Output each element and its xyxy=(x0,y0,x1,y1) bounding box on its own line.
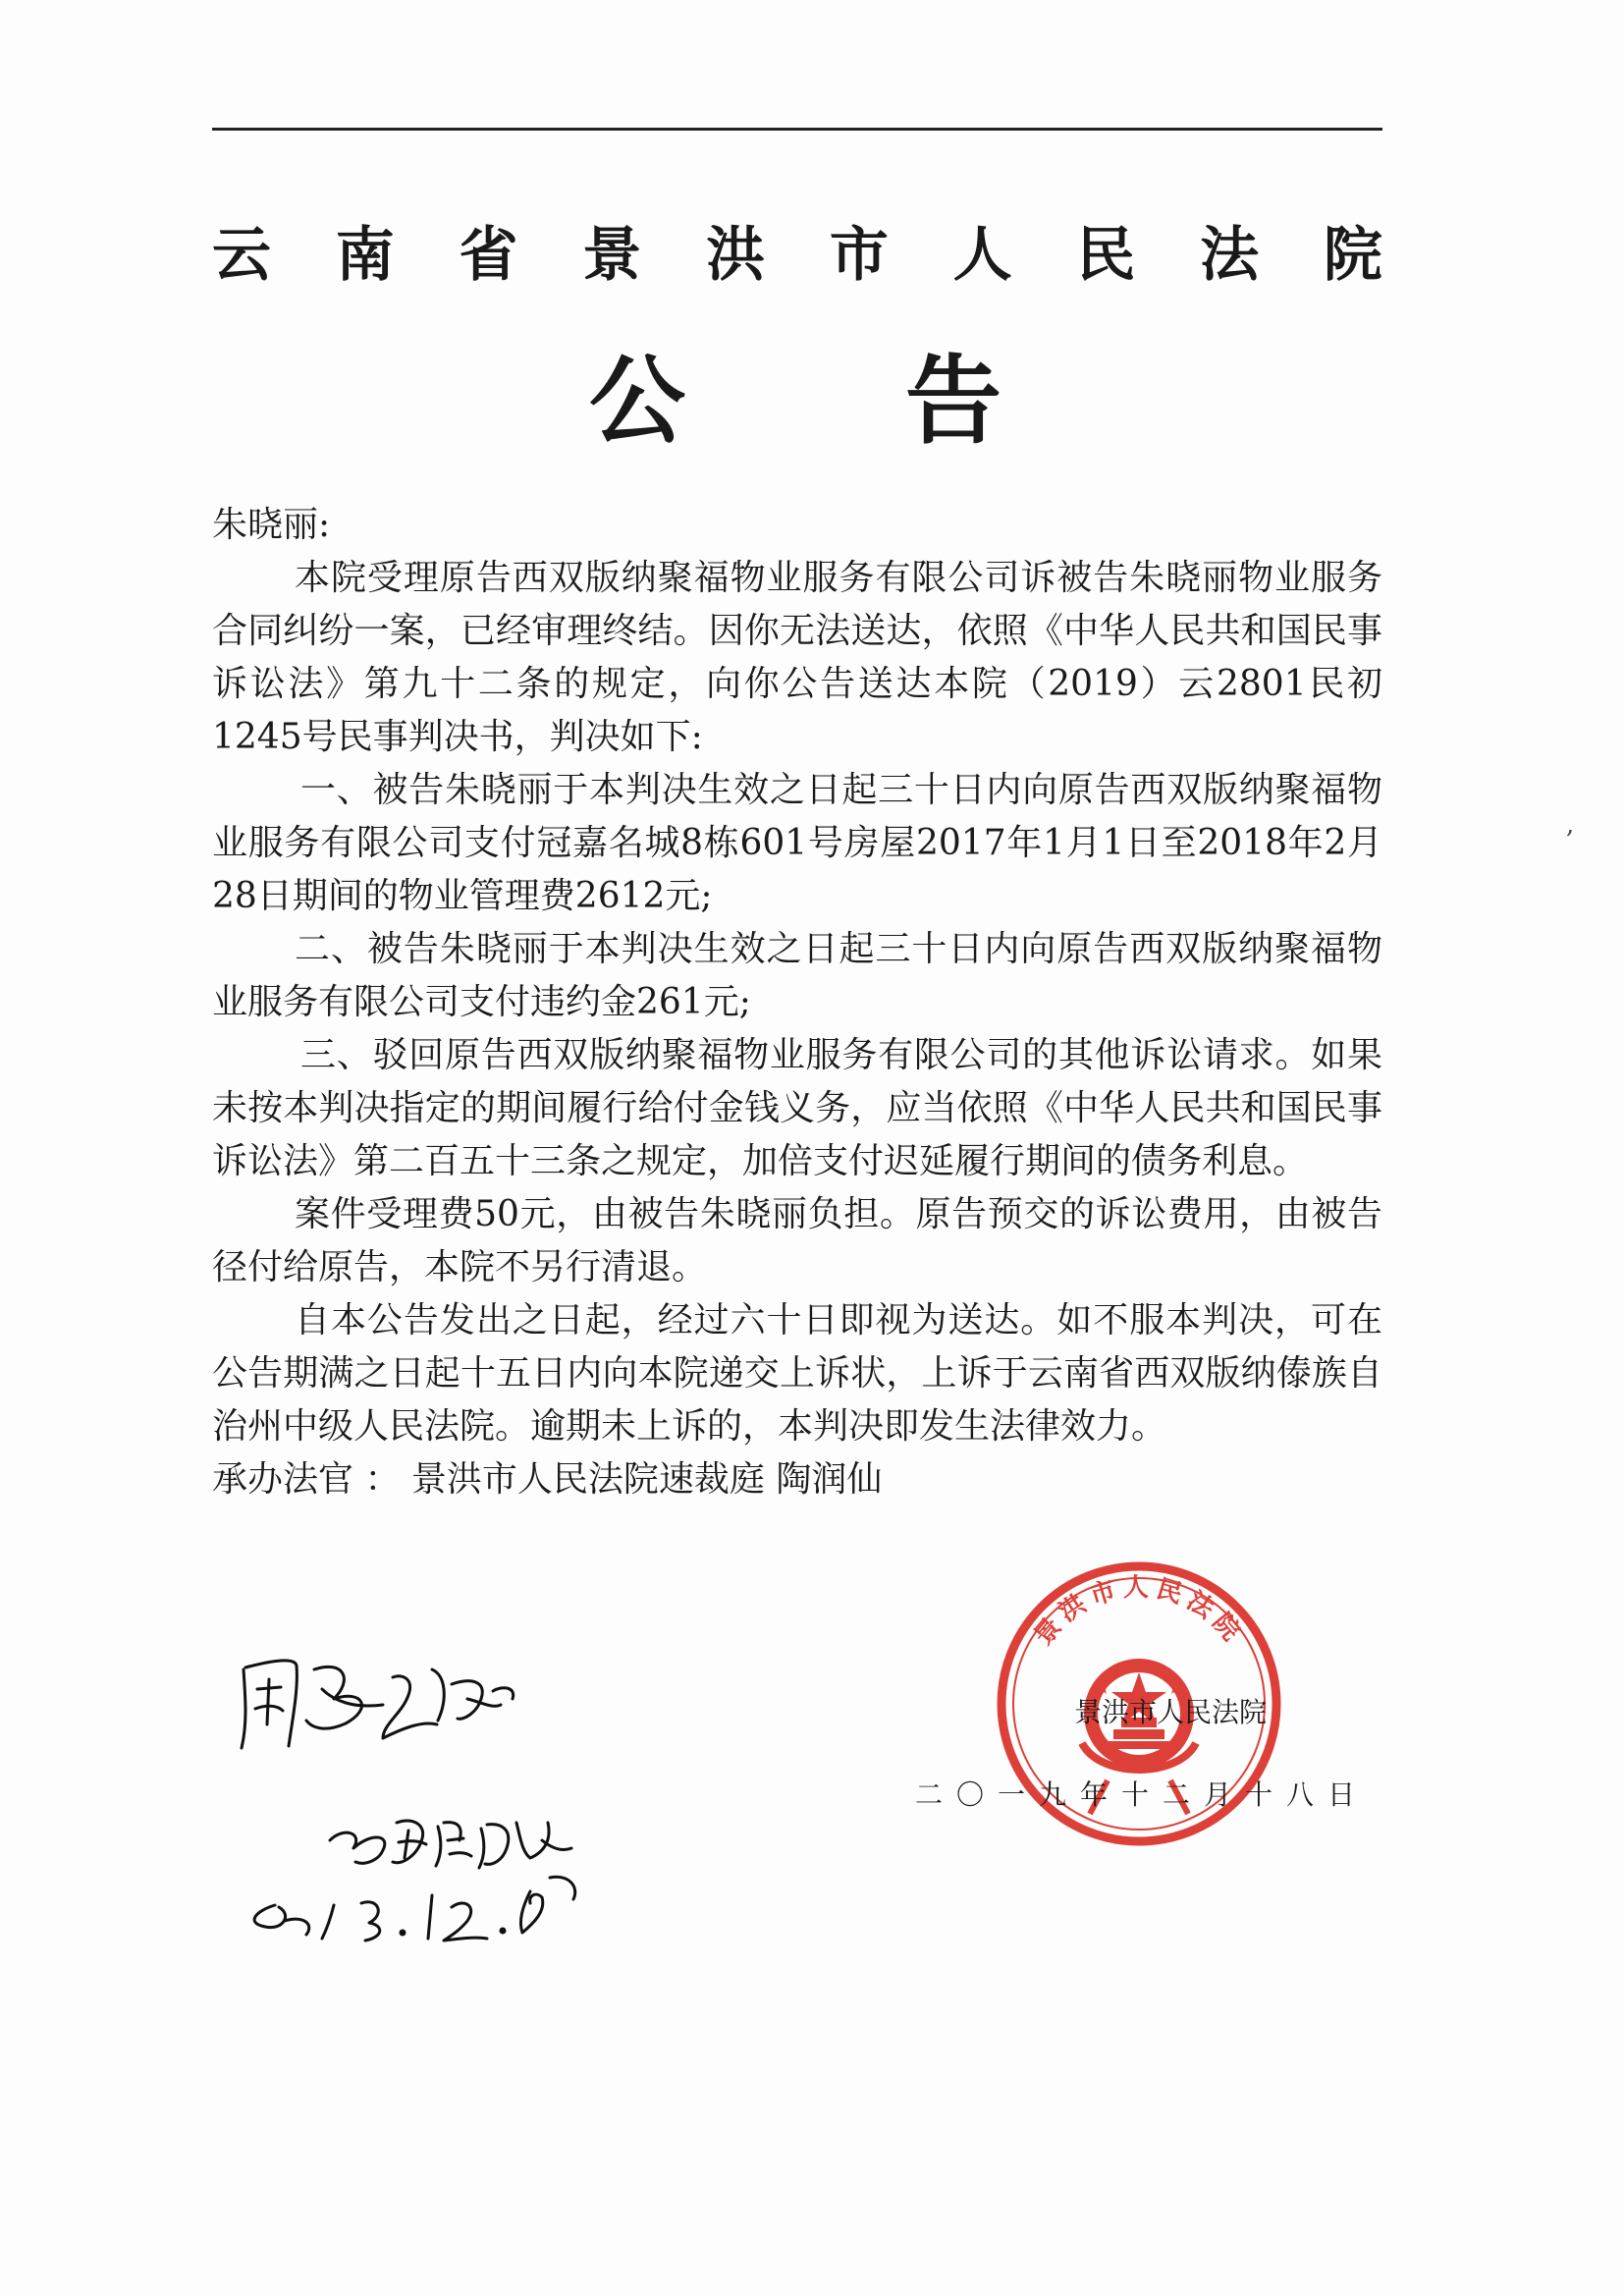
seal-text: 景洪市人民法院 xyxy=(1028,1573,1250,1652)
court-name xyxy=(212,206,1382,295)
court-name-char: 省 xyxy=(459,221,518,290)
salutation: 朱晓丽: xyxy=(212,505,331,545)
judgment-item-1: 一、被告朱晓丽于本判决生效之日起三十日内向原告西双版纳聚福物业服务有限公司支付冠嘉名城8栋601号房屋2017年1月1日至2018年2月28日期间的物业管理费2612元; xyxy=(212,770,1382,916)
issue-date: 二〇一九年十二月十八日 xyxy=(915,1778,1370,1811)
court-name-char: 云 xyxy=(212,221,271,290)
notice-title-char: 告 xyxy=(904,345,1001,458)
issuing-court: 景洪市人民法院 xyxy=(1074,1696,1268,1728)
court-fee-paragraph: 案件受理费50元，由被告朱晓丽负担。原告预交的诉讼费用，由被告径付给原告，本院不另行清退。 xyxy=(212,1194,1382,1287)
court-name-char: 南 xyxy=(335,221,395,290)
service-paragraph: 自本公告发出之日起，经过六十日即视为送达。如不服本判决，可在公告期满之日起十五日内向本院递交上诉状，上诉于云南省西双版纳傣族自治州中级人民法院。逾期未上诉的，本判决即发生法律效力。 xyxy=(212,1300,1382,1447)
court-name-char: 洪 xyxy=(706,221,766,290)
notice-title-char: 公 xyxy=(589,345,686,458)
judgment-item-3: 三、驳回原告西双版纳聚福物业服务有限公司的其他诉讼请求。如果未按本判决指定的期间履行给付金钱义务，应当依照《中华人民共和国民事诉讼法》第二百五十三条之规定，加倍支付迟延履行期间的债务利息。 xyxy=(212,1035,1382,1181)
judgment-item-2: 二、被告朱晓丽于本判决生效之日起三十日内向原告西双版纳聚福物业服务有限公司支付违约金261元; xyxy=(212,929,1382,1022)
court-name-char: 市 xyxy=(829,221,889,290)
court-name-char: 人 xyxy=(952,221,1012,290)
court-name-char: 景 xyxy=(582,221,642,290)
body-paragraph: 本院受理原告西双版纳聚福物业服务有限公司诉被告朱晓丽物业服务合同纠纷一案，已经审理终结。因你无法送达，依照《中华人民共和国民事诉讼法》第九十二条的规定，向你公告送达本院（2019）云2801民初1245号民事判决书，判决如下: xyxy=(212,558,1382,757)
header-rule xyxy=(212,128,1382,131)
scan-mark: , xyxy=(1566,810,1575,840)
court-name-char: 民 xyxy=(1076,221,1136,290)
court-name-char: 法 xyxy=(1200,221,1260,290)
notice-title xyxy=(589,329,1001,457)
handwritten-signature xyxy=(236,1630,687,1964)
presiding-judge-line: 承办法官 ： 景洪市人民法院速裁庭 陶润仙 xyxy=(212,1459,883,1500)
court-name-char: 院 xyxy=(1323,221,1382,290)
notice-body xyxy=(212,499,1382,1506)
